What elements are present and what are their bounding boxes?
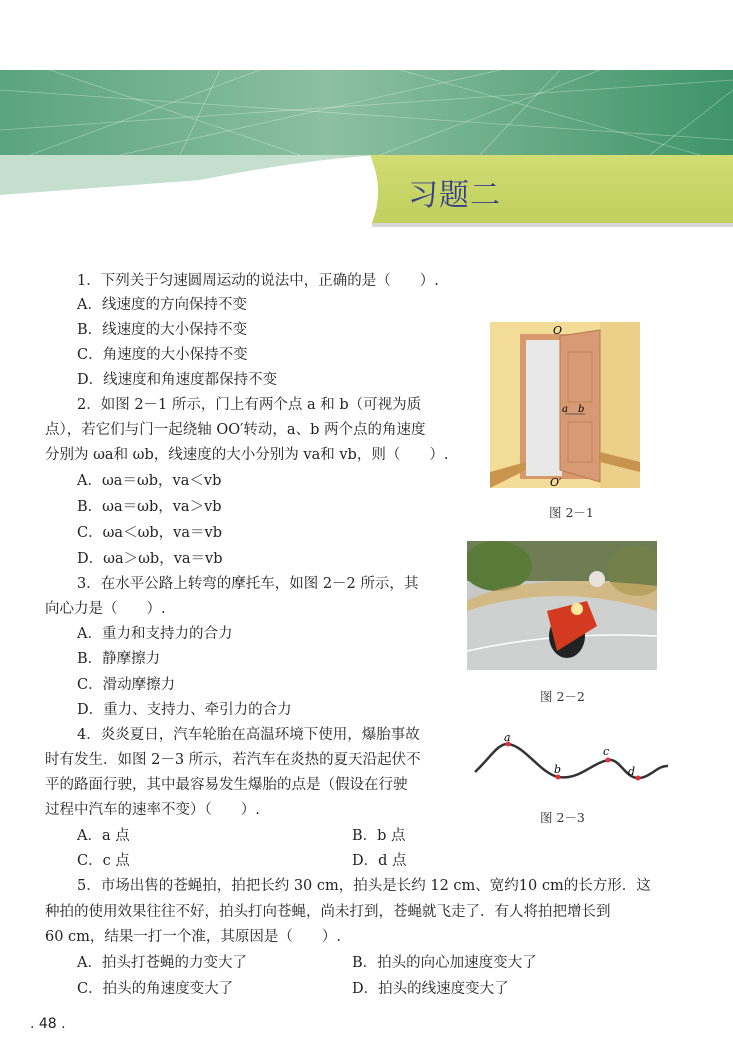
label-b: b xyxy=(578,404,585,415)
question-5-line: 60 cm，结果一打一个准，其原因是（ ）. xyxy=(45,929,342,945)
q2-option-a: A．ωa＝ωb，va＜vb xyxy=(77,473,222,489)
q2-option-c: C．ωa＜ωb，va＝vb xyxy=(77,525,222,541)
question-5-line: 种拍的使用效果往往不好，拍头打向苍蝇，尚未打到，苍蝇就飞走了．有人将拍把增长到 xyxy=(45,904,611,920)
q1-option-d: D．线速度和角速度都保持不变 xyxy=(77,372,278,388)
q4-option-b: B．b 点 xyxy=(352,828,406,844)
question-3-line: 3．在水平公路上转弯的摩托车，如图 2－2 所示，其 xyxy=(77,576,419,592)
header-banner xyxy=(0,70,733,230)
q3-option-d: D．重力、支持力、牵引力的合力 xyxy=(77,702,292,718)
question-4-line: 4．炎炎夏日，汽车轮胎在高温环境下使用，爆胎事故 xyxy=(77,727,420,743)
point-d-label: d xyxy=(628,765,636,778)
question-2-line: 点），若它们与门一起绕轴 OO′转动，a、b 两个点的角速度 xyxy=(45,422,426,438)
q2-option-d: D．ωa＞ωb，va＝vb xyxy=(77,551,223,567)
question-4-line: 平的路面行驶，其中最容易发生爆胎的点是（假设在行驶 xyxy=(45,777,408,793)
q5-option-a: A．拍头打苍蝇的力变大了 xyxy=(77,955,247,971)
q1-option-b: B．线速度的大小保持不变 xyxy=(77,322,248,338)
point-c-label: c xyxy=(603,745,610,758)
motorcycle-photo xyxy=(467,541,657,670)
figure-2-2-caption: 图 2－2 xyxy=(540,689,585,704)
question-2-line: 2．如图 2－1 所示，门上有两个点 a 和 b（可视为质 xyxy=(77,397,422,413)
point-a-label: a xyxy=(504,731,511,744)
door-figure xyxy=(490,322,640,488)
question-4-line: 时有发生．如图 2－3 所示，若汽车在炎热的夏天沿起伏不 xyxy=(45,752,421,768)
page-number: . 48 . xyxy=(30,1016,66,1032)
label-O: O xyxy=(553,324,563,337)
q5-option-d: D．拍头的线速度变大了 xyxy=(352,981,509,997)
q3-option-c: C．滑动摩擦力 xyxy=(77,677,176,693)
question-1-stem: 1．下列关于匀速圆周运动的说法中，正确的是（ ）. xyxy=(77,273,439,289)
q3-option-a: A．重力和支持力的合力 xyxy=(77,626,233,642)
q1-option-c: C．角速度的大小保持不变 xyxy=(77,347,248,363)
q1-option-a: A．线速度的方向保持不变 xyxy=(77,297,247,313)
question-3-line: 向心力是（ ）. xyxy=(45,601,166,617)
q3-option-b: B．静摩擦力 xyxy=(77,651,161,667)
question-2-line: 分别为 ωa和 ωb，线速度的大小分别为 va和 vb，则（ ）. xyxy=(45,447,449,463)
q2-option-b: B．ωa＝ωb，va＞vb xyxy=(77,499,222,515)
figure-2-3-caption: 图 2－3 xyxy=(540,810,585,825)
question-5-line: 5．市场出售的苍蝇拍，拍把长约 30 cm，拍头是长约 12 cm、宽约10 cm的长方形．这 xyxy=(77,878,651,894)
q5-option-b: B．拍头的向心加速度变大了 xyxy=(352,955,537,971)
label-O-prime: O′ xyxy=(550,476,562,488)
label-a: a xyxy=(562,404,568,415)
q4-option-d: D．d 点 xyxy=(352,853,407,869)
bumpy-road-diagram xyxy=(470,728,670,788)
q5-option-c: C．拍头的角速度变大了 xyxy=(77,981,234,997)
q4-option-c: C．c 点 xyxy=(77,853,130,869)
q4-option-a: A．a 点 xyxy=(77,828,130,844)
point-b-label: b xyxy=(554,763,562,776)
figure-2-1-caption: 图 2－1 xyxy=(549,505,594,520)
page-title: 习题二 xyxy=(408,178,501,213)
question-4-line: 过程中汽车的速率不变）（ ）. xyxy=(45,802,260,818)
